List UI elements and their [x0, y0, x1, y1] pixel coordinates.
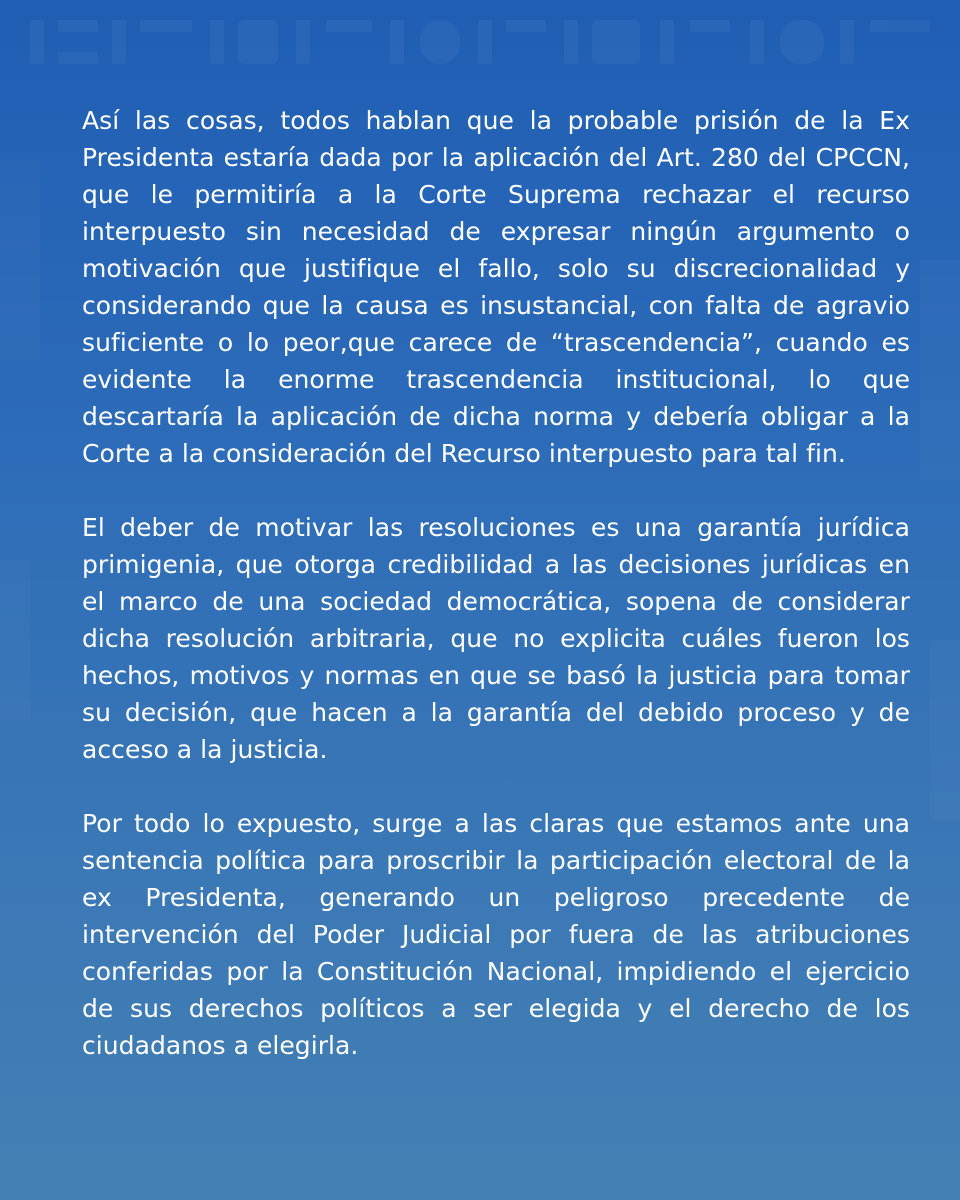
paragraph-2: El deber de motivar las resoluciones es una garantía jurídica primigenia, que otorga credibilidad a las decisiones jurídicas en el marco de una sociedad democrática, sopena de considerar dicha resolución arbitraria, que no explicita cuáles fueron los hechos, motivos y normas en que se basó la justicia para tomar su decisión, que hacen a la garantía del debido proceso y de acceso a la justicia.	[82, 513, 910, 764]
paragraph-3: Por todo lo expuesto, surge a las claras que estamos ante una sentencia política para proscribir la participación electoral de la ex Presidenta, generando un peligroso precedente de intervención del Poder Judicial por fuera de las atribuciones conferidas por la Constitución Nacional, impidiendo el ejercicio de sus derechos políticos a ser elegida y el derecho de los ciudadanos a elegirla.	[82, 809, 910, 1060]
article-body	[82, 102, 910, 1064]
paragraph-1: Así las cosas, todos hablan que la probable prisión de la Ex Presidenta estaría dada por la aplicación del Art. 280 del CPCCN, que le permitiría a la Corte Suprema rechazar el recurso interpuesto sin necesidad de expresar ningún argumento o motivación que justifique el fallo, solo su discrecionalidad y considerando que la causa es insustancial, con falta de agravio suficiente o lo peor,que carece de “trascendencia”, cuando es evidente la enorme trascendencia institucional, lo que descartaría la aplicación de dicha norma y debería obligar a la Corte a la consideración del Recurso interpuesto para tal fin.	[82, 106, 910, 468]
